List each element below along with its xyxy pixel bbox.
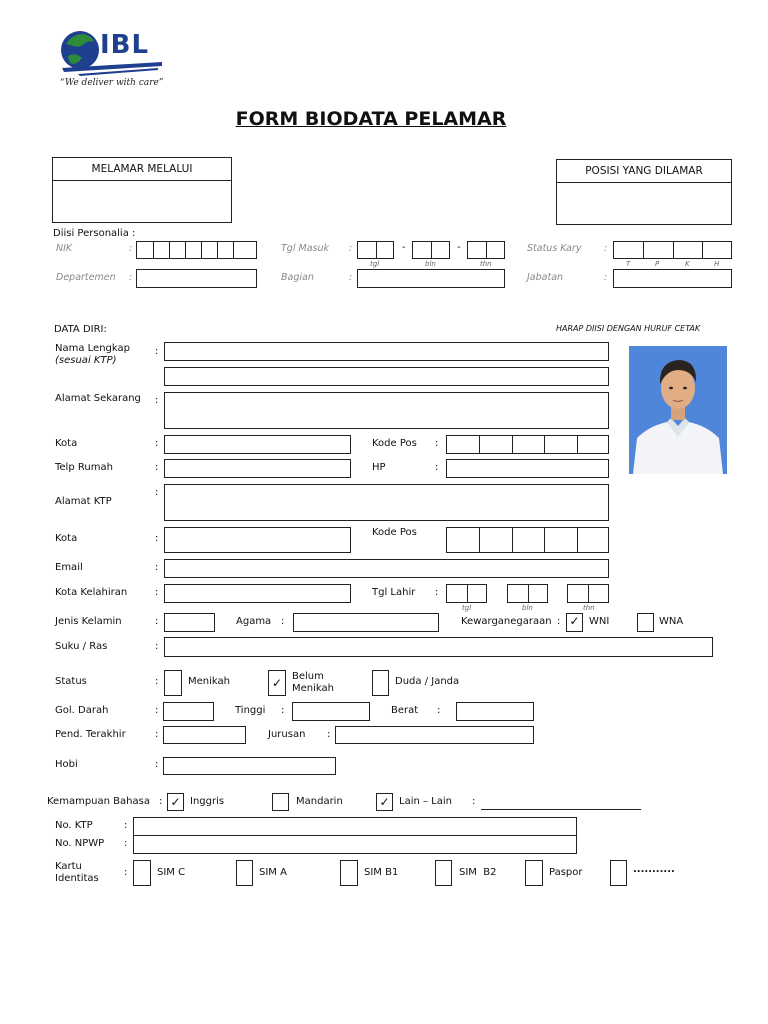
kode-pos-input[interactable] [446,435,609,454]
wni-label: WNI [589,616,610,627]
paspor-label: Paspor [549,867,583,878]
nik-input[interactable] [136,241,257,259]
alamat-ktp-input[interactable] [164,484,609,521]
menikah-checkbox[interactable] [164,670,182,696]
tgl-lahir-month[interactable] [507,584,548,603]
kode-pos-label: Kode Pos [372,438,417,449]
tgl-masuk-month[interactable] [412,241,450,259]
no-ktp-input[interactable] [133,817,577,836]
logo-tagline: “We deliver with care” [60,78,164,88]
melamar-melalui-input[interactable] [53,180,231,222]
nama-lengkap-input-2[interactable] [164,367,609,386]
jenis-kelamin-label: Jenis Kelamin [55,616,122,627]
agama-input[interactable] [293,613,439,632]
lain-lain-label: Lain – Lain [399,796,452,807]
belum-menikah-label-1: Belum [292,671,324,682]
kota-kelahiran-label: Kota Kelahiran [55,587,128,598]
status-kary-label: Status Kary [527,243,582,254]
telp-rumah-label: Telp Rumah [55,462,113,473]
inggris-label: Inggris [190,796,225,807]
kewarganegaraan-label: Kewarganegaraan [461,616,552,627]
sim-b2-checkbox[interactable] [435,860,452,886]
sim-a-checkbox[interactable] [236,860,253,886]
jurusan-label: Jurusan [268,729,306,740]
tgl-lahir-day[interactable] [446,584,487,603]
paspor-checkbox[interactable] [525,860,543,886]
wna-label: WNA [659,616,684,627]
gol-darah-label: Gol. Darah [55,705,109,716]
kartu-identitas-label-1: Kartu [55,861,82,872]
duda-janda-label: Duda / Janda [395,676,460,687]
posisi-header: POSISI YANG DILAMAR [557,160,731,183]
email-label: Email [55,562,83,573]
tgl-lahir-label: Tgl Lahir [372,587,416,598]
pend-terakhir-label: Pend. Terakhir [55,729,126,740]
bagian-input[interactable] [357,269,505,288]
gol-darah-input[interactable] [163,702,214,721]
mandarin-label: Mandarin [296,796,343,807]
suku-ras-input[interactable] [164,637,713,657]
page-title: FORM BIODATA PELAMAR [235,108,507,130]
mandarin-checkbox[interactable] [272,793,289,811]
suku-ras-label: Suku / Ras [55,641,108,652]
tgl-lahir-year[interactable] [567,584,609,603]
hobi-input[interactable] [163,757,336,775]
company-logo [58,28,168,92]
kota-ktp-input[interactable] [164,527,351,553]
nama-lengkap-label: Nama Lengkap [55,343,130,354]
applicant-photo [629,346,727,474]
departemen-label: Departemen [56,272,116,283]
alamat-ktp-label: Alamat KTP [55,496,112,507]
belum-menikah-checkbox[interactable]: ✓ [268,670,286,696]
bagian-label: Bagian [281,272,314,283]
hp-input[interactable] [446,459,609,478]
tgl-masuk-year[interactable] [467,241,505,259]
kota-label: Kota [55,438,78,449]
sim-a-label: SIM A [259,867,287,878]
sim-c-checkbox[interactable] [133,860,151,886]
email-input[interactable] [164,559,609,578]
no-npwp-input[interactable] [133,835,577,854]
kota-kelahiran-input[interactable] [164,584,351,603]
menikah-label: Menikah [188,676,230,687]
no-ktp-label: No. KTP [55,820,93,831]
jabatan-input[interactable] [613,269,732,288]
tgl-masuk-label: Tgl Masuk [281,243,329,254]
berat-input[interactable] [456,702,534,721]
pend-terakhir-input[interactable] [163,726,246,744]
belum-menikah-label-2: Menikah [292,683,334,694]
personalia-header: Diisi Personalia : [53,228,136,239]
lainnya-checkbox[interactable] [610,860,627,886]
kemampuan-bahasa-label: Kemampuan Bahasa [47,796,150,807]
sim-b1-label: SIM B1 [364,867,399,878]
lain-lain-input-line[interactable] [481,809,641,810]
duda-janda-checkbox[interactable] [372,670,389,696]
kartu-identitas-label-2: Identitas [55,873,99,884]
agama-label: Agama [236,616,272,627]
hp-label: HP [372,462,386,473]
status-label: Status [55,676,87,687]
alamat-sekarang-label: Alamat Sekarang [55,393,141,404]
logo-brand: IBL [100,30,150,60]
wni-checkbox[interactable]: ✓ [566,613,583,632]
lain-lain-checkbox[interactable]: ✓ [376,793,393,811]
nik-label: NIK [56,243,73,254]
nama-lengkap-input[interactable] [164,342,609,361]
kode-pos-ktp-label: Kode Pos [372,527,417,538]
sim-b2-label: SIM B2 [459,867,497,878]
kota-ktp-label: Kota [55,533,78,544]
tinggi-label: Tinggi [235,705,266,716]
no-npwp-label: No. NPWP [55,838,105,849]
posisi-input[interactable] [557,182,731,224]
departemen-input[interactable] [136,269,257,288]
tinggi-input[interactable] [292,702,370,721]
person-portrait-icon [629,346,727,474]
wna-checkbox[interactable] [637,613,654,632]
telp-rumah-input[interactable] [164,459,351,478]
sim-b1-checkbox[interactable] [340,860,358,886]
sesuai-ktp-label: (sesuai KTP) [55,355,117,366]
status-kary-input[interactable] [613,241,732,259]
kota-input[interactable] [164,435,351,454]
inggris-checkbox[interactable]: ✓ [167,793,184,811]
alamat-sekarang-input[interactable] [164,392,609,429]
jenis-kelamin-input[interactable] [164,613,215,632]
tgl-masuk-day[interactable] [357,241,394,259]
sim-c-label: SIM C [157,867,186,878]
melamar-melalui-header: MELAMAR MELALUI [53,158,231,181]
jurusan-input[interactable] [335,726,534,744]
kode-pos-ktp-input[interactable] [446,527,609,553]
lainnya-dots: ........... [633,864,675,875]
berat-label: Berat [391,705,419,716]
huruf-cetak-note: HARAP DIISI DENGAN HURUF CETAK [556,324,701,333]
hobi-label: Hobi [55,759,78,770]
data-diri-header: DATA DIRI: [54,324,107,335]
jabatan-label: Jabatan [527,272,564,283]
